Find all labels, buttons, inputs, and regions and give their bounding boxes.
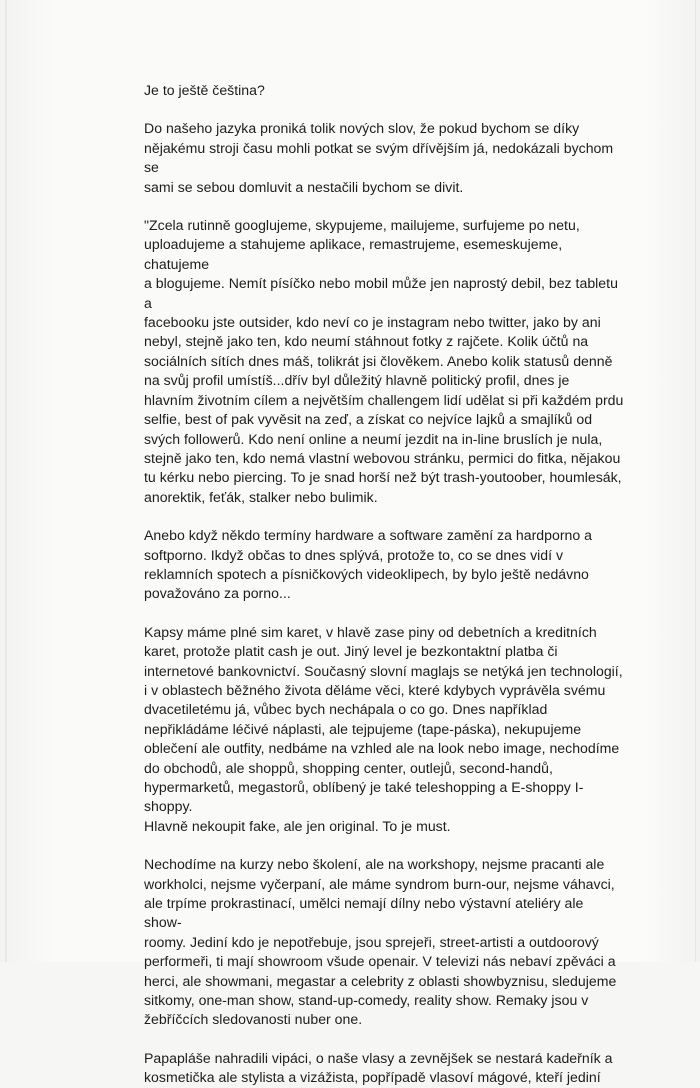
paragraph-4: Kapsy máme plné sim karet, v hlavě zase piny od debetních a kreditních karet, protože platit cash je out. Jiný level je bezkontaktní platba či internetové bankovnictví. Současný slovní maglajs se netýká jen technologií, i v oblastech běžného života děláme věci, které kdybych vyprávěla svému dvacetiletému já, vůbec bych nechápala o co go. Dnes například nepřikládáme léčivé náplasti, ale tejpujeme (tape-páska), nekupujeme oblečení ale outfity, nedbáme na vzhled ale na look nebo image, nechodíme do obchodů, ale shoppů, shopping center, outlejů, second-handů, hypermarketů, megastorů, oblíbený je také teleshopping a E-shoppy I-shoppy. Hlavně nekoupit fake, ale jen original. To je must. [144, 623, 623, 834]
paragraph-5: Nechodíme na kurzy nebo školení, ale na workshopy, nejsme pracanti ale workholci, nejsme vyčerpaní, ale máme syndrom burn-our, nejsme váhavci, ale trpíme prokrastinací, umělci nemají dílny nebo výstavní ateliéry ale show- roomy. Jediní kdo je nepotřebuje, jsou sprejeři, street-artisti a outdoorový performeři, ti mají showroom všude openair. V televizi nás nebaví zpěváci a herci, ale showmani, megastar a celebrity z oblasti showbyznisu, sledujeme sitkomy, one-man show, stand-up-comedy, reality show. Remaky jsou v žebříčcích sledovanosti nuber one. [144, 856, 617, 1028]
paragraph-3: Anebo když někdo termíny hardware a software zamění za hardporno a softporno. Ikdyž občas to dnes splývá, protože to, co se dnes vidí v reklamních spotech a písničkových videoklipech, by bylo ještě nedávno považováno za porno... [144, 527, 592, 602]
scan-right-edge [695, 0, 696, 962]
scan-left-edge [5, 0, 7, 962]
document-body [144, 81, 624, 1088]
paragraph-2: "Zcela rutinně googlujeme, skypujeme, mailujeme, surfujeme po netu, uploadujeme a stahujeme aplikace, remastrujeme, esemeskujeme, chatujeme a blogujeme. Nemít písíčko nebo mobil může jen naprostý debil, bez tabletu a facebooku jste outsider, kdo neví co je instagram nebo twitter, jako by ani nebyl, stejně jako ten, kdo neumí stáhnout fotky z rajčete. Kolik účtů na sociálních sítích dnes máš, tolikrát jsi člověkem. Anebo kolik statusů denně na svůj profil umístíš...dřív byl důležitý hlavně politický profil, dnes je hlavním životním cílem a největším challengem lidí udělat si při každém prdu selfie, best of pak vyvěsit na zeď, a získat co nejvíce lajků a smajlíků od svých followerů. Kdo není online a neumí jezdit na in-line bruslích je nula, stejně jako ten, kdo nemá vlastní webovou stránku, permici do fitka, nějakou tu kérku nebo piercing. To je snad horší než být trash-youtoober, houmlesák, anorektik, feťák, stalker nebo bulimik. [144, 217, 624, 505]
paragraph-1: Do našeho jazyka proniká tolik nových slov, že pokud bychom se díky nějakému stroji času mohli potkat se svým dřívějším já, nedokázali bychom se sami se sebou domluvit a nestačili bychom se divit. [144, 120, 614, 195]
paragraph-6: Papapláše nahradili vipáci, o naše vlasy a zevnějšek se nestará kadeřník a kosmetička ale stylista a vizážista, popřípadě vlasoví mágové, kteří jediní [144, 1049, 613, 1086]
document-title: Je to ještě čeština? [144, 82, 265, 98]
